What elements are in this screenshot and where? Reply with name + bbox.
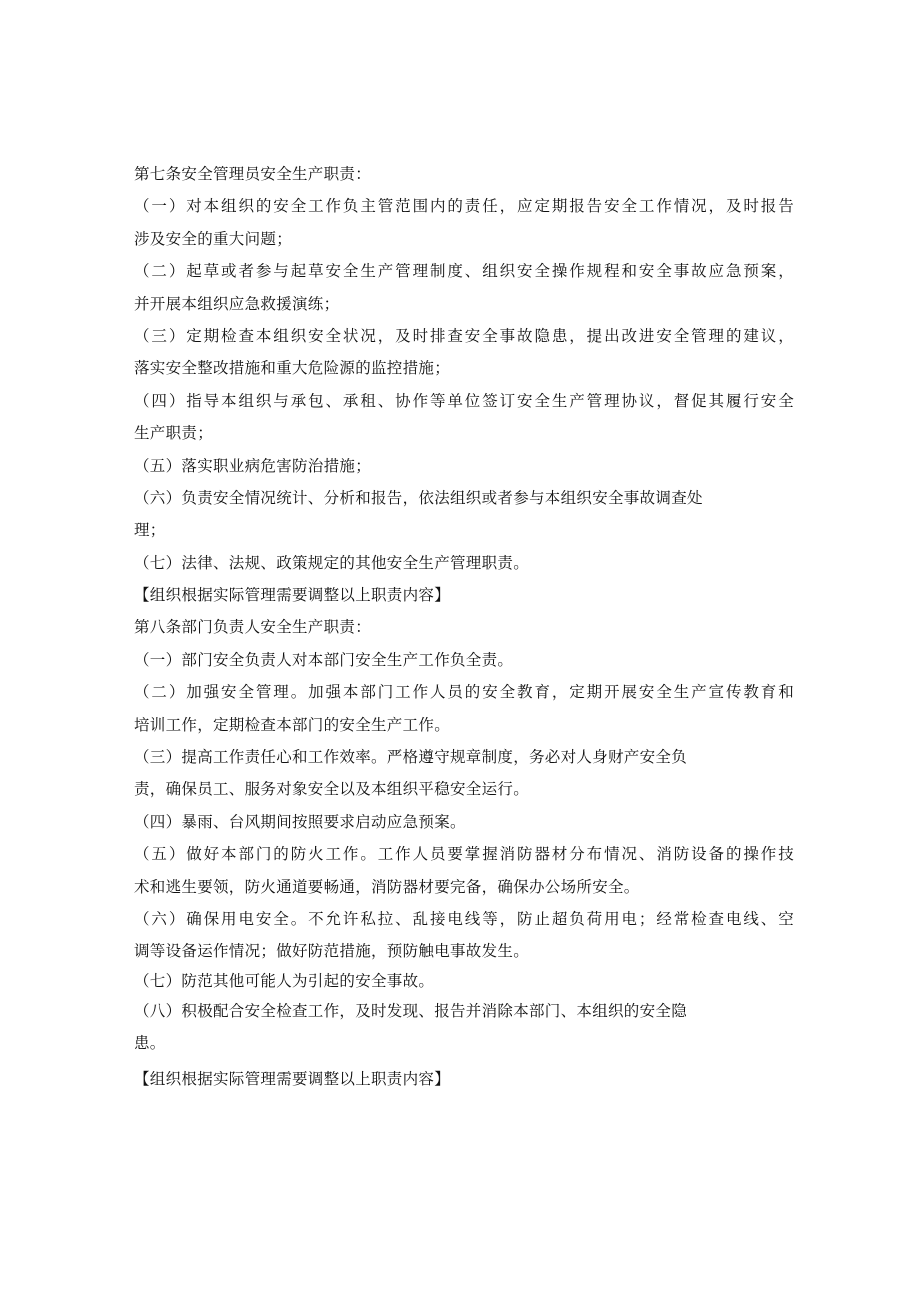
text-line: （七）防范其他可能人为引起的安全事故。 [134, 971, 435, 990]
text-line: 第七条安全管理员安全生产职责： [134, 165, 372, 183]
text-line: （四）指导本组织与承包、承租、协作等单位签订安全生产管理协议，督促其履行安全 [134, 391, 794, 410]
text-line: （五）落实职业病危害防治措施； [134, 456, 372, 475]
text-line: 落实安全整改措施和重大危险源的监控措施； [134, 359, 451, 378]
text-line: （一）对本组织的安全工作负主管范围内的责任，应定期报告安全工作情况，及时报告 [134, 197, 794, 216]
text-line: 培训工作，定期检查本部门的安全生产工作。 [134, 715, 451, 734]
text-line: （六）确保用电安全。不允许私拉、乱接电线等，防止超负荷用电；经常检查电线、空 [134, 909, 794, 928]
text-line: （二）加强安全管理。加强本部门工作人员的安全教育，定期开展安全生产宣传教育和 [134, 683, 794, 702]
text-line: 涉及安全的重大问题； [134, 229, 293, 248]
text-line: 患。 [134, 1034, 166, 1053]
document-body [134, 158, 794, 1096]
text-line: （二）起草或者参与起草安全生产管理制度、组织安全操作规程和安全事故应急预案， [134, 262, 794, 281]
text-line: 术和逃生要领，防火通道要畅通，消防器材要完备，确保办公场所安全。 [134, 877, 640, 896]
text-line: 生产职责； [134, 424, 214, 443]
text-line: （三）定期检查本组织安全状况，及时排查安全事故隐患，提出改进安全管理的建议， [134, 326, 794, 345]
text-line: （五）做好本部门的防火工作。工作人员要掌握消防器材分布情况、消防设备的操作技 [134, 845, 794, 864]
text-line: （一）部门安全负责人对本部门安全生产工作负全责。 [134, 650, 514, 669]
text-line: （八）积极配合安全检查工作，及时发现、报告并消除本部门、本组织的安全隐 [134, 1001, 688, 1020]
text-line: 理； [134, 521, 166, 540]
text-line: 第八条部门负责人安全生产职责： [134, 618, 372, 637]
text-line: （四）暴雨、台风期间按照要求启动应急预案。 [134, 812, 466, 831]
text-line: 调等设备运作情况；做好防范措施，预防触电事故发生。 [134, 942, 530, 961]
text-line: 责，确保员工、服务对象安全以及本组织平稳安全运行。 [134, 780, 530, 799]
text-line: 【组织根据实际管理需要调整以上职责内容】 [134, 586, 451, 605]
text-line: （三）提高工作责任心和工作效率。严格遵守规章制度，务必对人身财产安全负 [134, 748, 688, 767]
text-line: （七）法律、法规、政策规定的其他安全生产管理职责。 [134, 553, 530, 572]
text-line: 【组织根据实际管理需要调整以上职责内容】 [134, 1070, 451, 1089]
text-line: 并开展本组织应急救援演练； [134, 294, 340, 313]
text-line: （六）负责安全情况统计、分析和报告，依法组织或者参与本组织安全事故调查处 [134, 488, 703, 507]
